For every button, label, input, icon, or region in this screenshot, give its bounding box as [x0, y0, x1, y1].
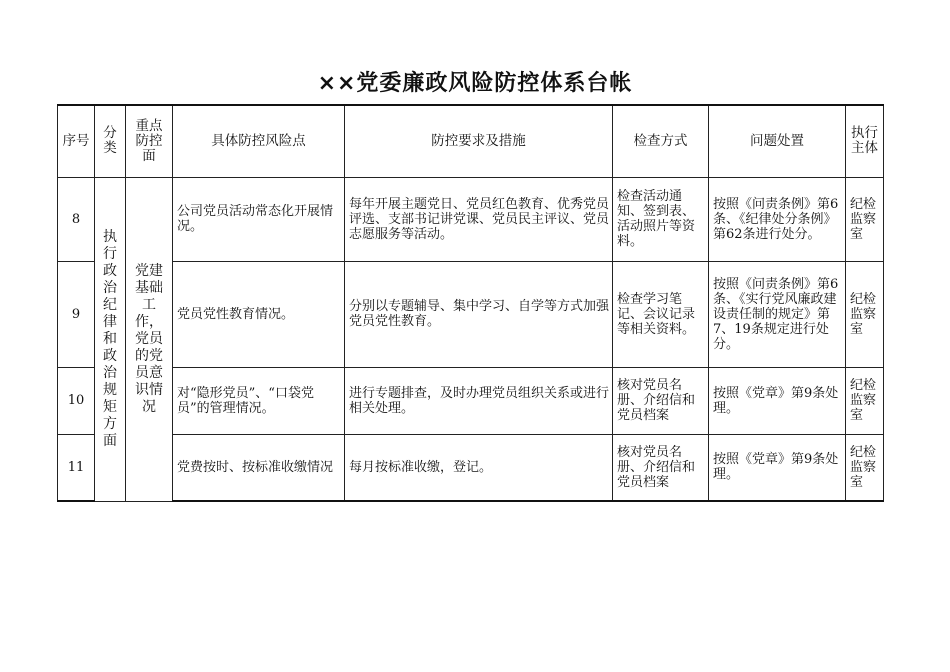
header-handling: 问题处置	[709, 105, 846, 177]
row-risk-point: 对“隐形党员”、“口袋党员”的管理情况。	[173, 367, 345, 434]
row-executor: 纪检监察室	[846, 367, 884, 434]
row-handling: 按照《问责条例》第6条、《纪律处分条例》第62条进行处分。	[709, 177, 846, 261]
header-category: 分类	[95, 105, 126, 177]
row-executor: 纪检监察室	[846, 434, 884, 501]
row-requirement: 进行专题排查，及时办理党员组织关系或进行相关处理。	[345, 367, 613, 434]
header-inspection: 检查方式	[613, 105, 709, 177]
row-executor: 纪检监察室	[846, 177, 884, 261]
row-seq: 11	[58, 434, 95, 501]
row-handling: 按照《党章》第9条处理。	[709, 434, 846, 501]
table-header-row	[58, 105, 884, 177]
row-risk-point: 党费按时、按标准收缴情况	[173, 434, 345, 501]
row-handling: 按照《党章》第9条处理。	[709, 367, 846, 434]
category-cell: 执行政治纪律和政治规矩方面	[95, 177, 126, 501]
header-requirement: 防控要求及措施	[345, 105, 613, 177]
header-executor: 执行主体	[846, 105, 884, 177]
page-title: ××党委廉政风险防控体系台帐	[317, 71, 633, 96]
row-inspection: 核对党员名册、介绍信和党员档案	[613, 367, 709, 434]
row-inspection: 核对党员名册、介绍信和党员档案	[613, 434, 709, 501]
row-requirement: 每年开展主题党日、党员红色教育、优秀党员评选、支部书记讲党课、党员民主评议、党员志愿服务等活动。	[345, 177, 613, 261]
row-seq: 9	[58, 261, 95, 367]
key-point-cell: 党建基础工作，党员的党员意识情况	[126, 177, 173, 501]
row-seq: 10	[58, 367, 95, 434]
header-risk-point: 具体防控风险点	[173, 105, 345, 177]
row-risk-point: 公司党员活动常态化开展情况。	[173, 177, 345, 261]
row-requirement: 分别以专题辅导、集中学习、自学等方式加强党员党性教育。	[345, 261, 613, 367]
row-requirement: 每月按标准收缴，登记。	[345, 434, 613, 501]
header-seq: 序号	[58, 105, 95, 177]
row-executor: 纪检监察室	[846, 261, 884, 367]
row-handling: 按照《问责条例》第6条、《实行党风廉政建设责任制的规定》第7、19条规定进行处分。	[709, 261, 846, 367]
row-inspection: 检查学习笔记、会议记录等相关资料。	[613, 261, 709, 367]
table-row	[58, 261, 884, 367]
row-inspection: 检查活动通知、签到表、活动照片等资料。	[613, 177, 709, 261]
row-seq: 8	[58, 177, 95, 261]
ledger-table	[57, 104, 884, 502]
table-row	[58, 367, 884, 434]
row-risk-point: 党员党性教育情况。	[173, 261, 345, 367]
header-key-point: 重点防控面	[126, 105, 173, 177]
table-row	[58, 434, 884, 501]
table-row	[58, 177, 884, 261]
